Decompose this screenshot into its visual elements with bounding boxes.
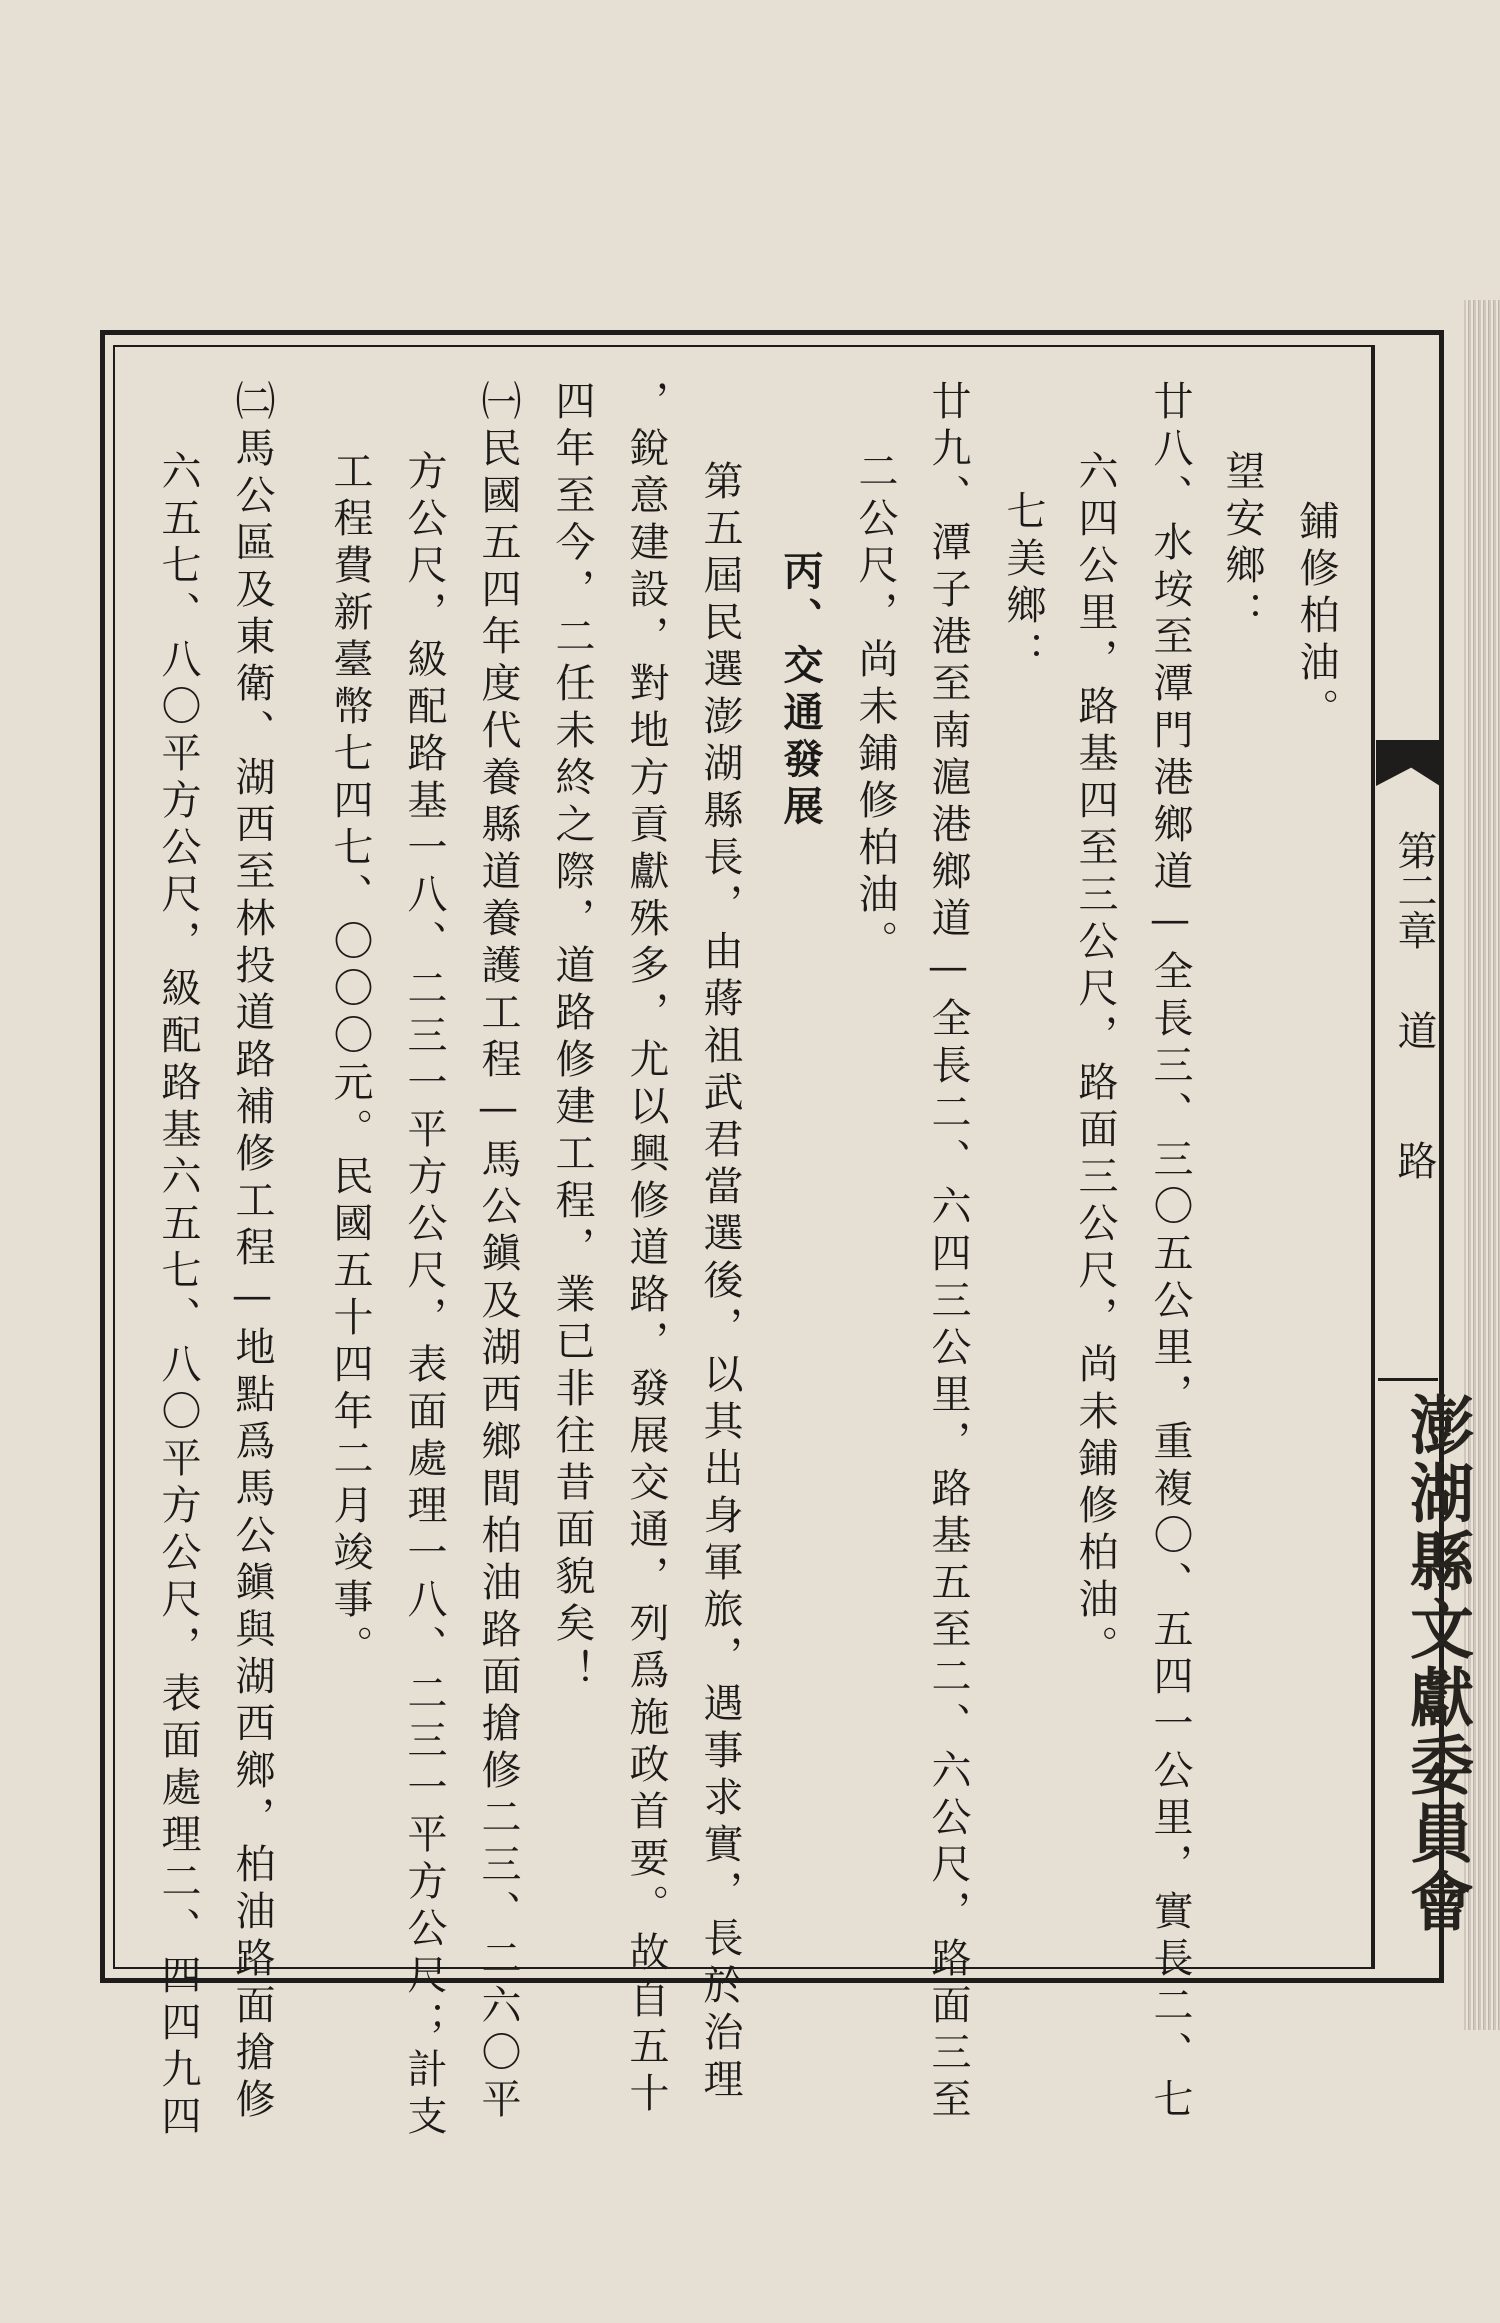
text-column-7: 二公尺，尚未鋪修柏油。 <box>852 450 898 967</box>
text-column-10: ，銳意建設，對地方貢獻殊多，尤以興修道路，發展交通，列爲施政首要。故自五十 <box>623 380 669 2119</box>
text-column-16: 六五七、八〇平方公尺，級配路基六五七、八〇平方公尺，表面處理二、四四九四 <box>155 450 201 2142</box>
text-column-3: 廿八、水垵至潭門港鄉道—全長三、三〇五公里，重複〇、五四一公里，實長二、七 <box>1147 380 1193 2125</box>
text-column-13: 方公尺，級配路基一八、二三一平方公尺，表面處理一八、二三一平方公尺；計支 <box>401 450 447 2142</box>
text-column-9: 第五屆民選澎湖縣長，由蔣祖武君當選後，以其出身軍旅，遇事求實，長於治理 <box>697 460 743 2105</box>
section-char-1: 道 <box>1391 1010 1437 1050</box>
section-heading: 丙、交通發展 <box>777 550 824 832</box>
text-column-15: ㈡馬公區及東衛、湖西至林投道路補修工程—地點爲馬公鎭與湖西鄉，柏油路面搶修 <box>229 380 275 2125</box>
section-char-2: 路 <box>1391 1140 1437 1180</box>
text-column-11: 四年至今，二任未終之際，道路修建工程，業已非往昔面貌矣！ <box>549 380 595 1696</box>
text-column-5: 七美鄉： <box>1000 490 1046 678</box>
text-column-2: 望安鄉： <box>1219 450 1265 638</box>
book-title: 澎湖縣文獻委員會 <box>1399 1392 1474 1936</box>
spine-line <box>1378 1378 1438 1381</box>
text-column-4: 六四公里，路基四至三公尺，路面三公尺，尚未鋪修柏油。 <box>1072 450 1118 1672</box>
text-column-6: 廿九、潭子港至南滬港鄉道—全長二、六四三公里，路基五至二、六公尺，路面三至 <box>925 380 971 2125</box>
chapter-label: 第二章 <box>1391 830 1437 950</box>
spine-divider <box>1373 345 1375 1969</box>
text-column-12: ㈠民國五四年度代養縣道養護工程—馬公鎭及湖西鄉間柏油路面搶修二三、二六〇平 <box>475 380 521 2125</box>
text-column-1: 鋪修柏油。 <box>1293 500 1339 735</box>
text-column-14: 工程費新臺幣七四七、〇〇〇元。民國五十四年二月竣事。 <box>327 450 373 1672</box>
